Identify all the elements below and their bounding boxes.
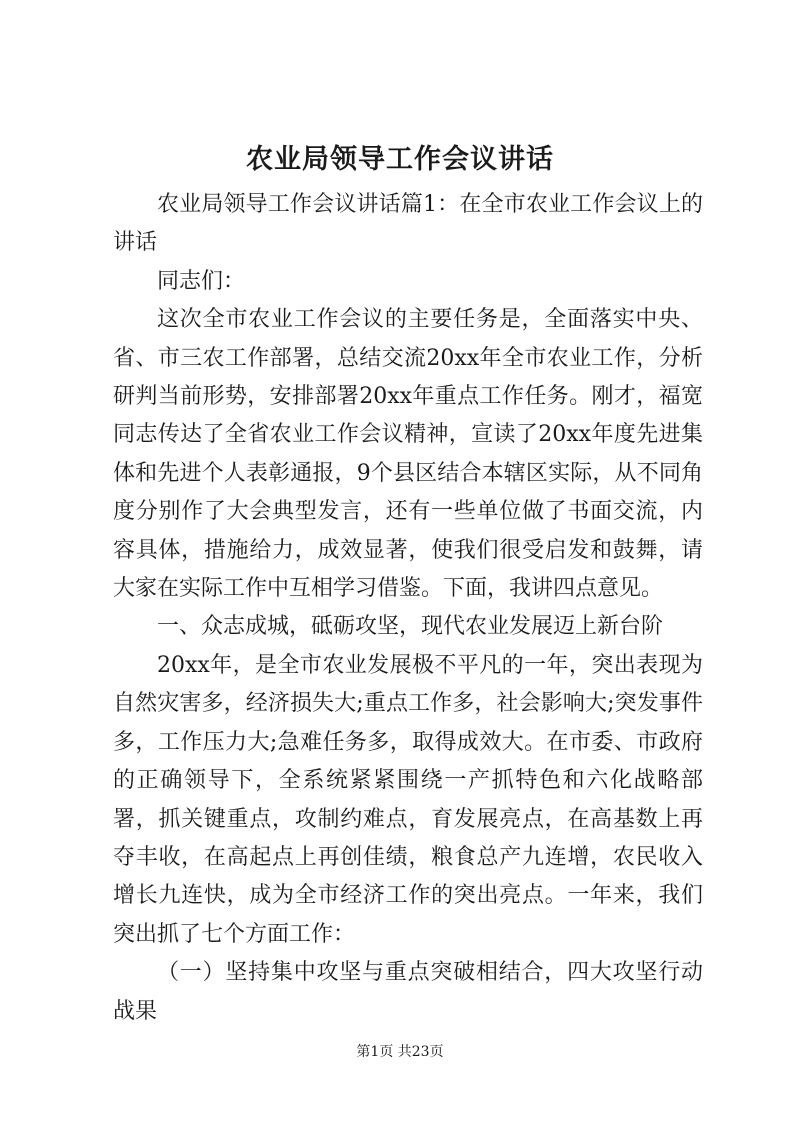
page-number-footer: 第1页 共23页 — [356, 1044, 444, 1060]
paragraph-review: 20xx年，是全市农业发展极不平凡的一年，突出表现为自然灾害多，经济损失大;重点工作多，社会影响大;突发事件多，工作压力大;急难任务多，取得成效大。在市委、市政府的正确领导下，全系统紧紧围绕一产抓特色和六化战略部署，抓关键重点，攻制约难点，育发展亮点，在高基数上再夺丰收，在高起点上再创佳绩，粮食总产九连增，农民收入增长九连快，成为全市经济工作的突出亮点。一年来，我们突出抓了七个方面工作： — [113, 652, 703, 947]
subsection-heading-1: （一）坚持集中攻坚与重点突破相结合，四大攻坚行动战果 — [113, 960, 703, 1024]
paragraph-intro: 这次全市农业工作会议的主要任务是，全面落实中央、省、市三农工作部署，总结交流20xx年全市农业工作，分析研判当前形势，安排部署20xx年重点工作任务。刚才，福宽同志传达了全省农业工作会议精神，宣读了20xx年度先进集体和先进个人表彰通报，9个县区结合本辖区实际，从不同角度分别作了大会典型发言，还有一些单位做了书面交流，内容具体，措施给力，成效显著，使我们很受启发和鼓舞，请大家在实际工作中互相学习借鉴。下面，我讲四点意见。 — [113, 307, 703, 602]
document-title: 农业局领导工作会议讲话 — [246, 144, 554, 175]
section-heading-1: 一、众志成城，砥砺攻坚，现代农业发展迈上新台阶 — [157, 614, 664, 640]
document-body — [113, 186, 703, 1031]
paragraph-salutation: 同志们： — [157, 268, 246, 294]
paragraph-subtitle: 农业局领导工作会议讲话篇1：在全市农业工作会议上的讲话 — [113, 192, 703, 256]
